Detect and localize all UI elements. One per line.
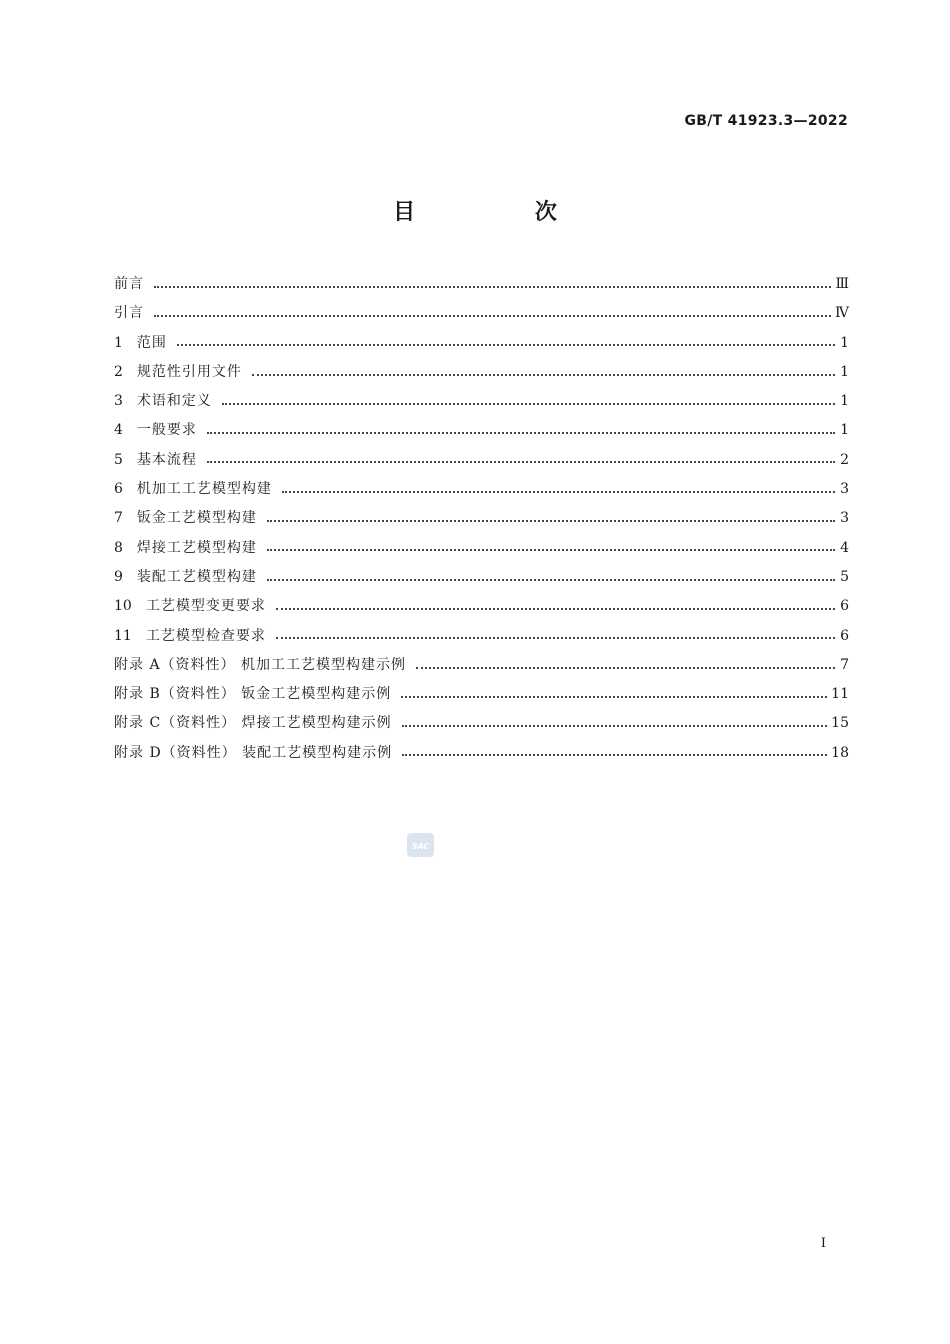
- toc-entry-page: 15: [831, 715, 849, 732]
- toc-entry-text: 附录 B（资料性） 钣金工艺模型构建示例: [114, 686, 392, 703]
- toc-entry-page: 2: [840, 451, 849, 468]
- toc-entry-page: 1: [840, 393, 849, 410]
- toc-entry-text: 前言: [114, 276, 144, 292]
- toc-entry-label: [114, 592, 266, 621]
- toc-entry-page: 7: [840, 656, 849, 673]
- toc-entry-text: 工艺模型变更要求: [145, 598, 266, 615]
- toc-entry-text: 范围: [136, 334, 167, 351]
- toc-entry-number: 4: [114, 422, 123, 439]
- toc-leader-dots: [154, 315, 831, 317]
- toc-entry-label: [114, 270, 144, 299]
- toc-title: 目 次: [393, 200, 613, 225]
- toc-entry-text: 引言: [114, 305, 144, 322]
- toc-entry-label: [114, 329, 167, 358]
- toc-entry[interactable]: [114, 299, 849, 328]
- toc-entry-text: 工艺模型检查要求: [145, 627, 266, 644]
- toc-entry-label: [114, 358, 242, 387]
- toc-entry-page: 4: [840, 539, 849, 556]
- toc-entry-label: [114, 651, 406, 680]
- toc-entry-page: 6: [840, 598, 849, 615]
- toc-leader-dots: [402, 725, 828, 727]
- table-of-contents: [114, 270, 849, 768]
- toc-entry-label: [114, 680, 391, 709]
- toc-leader-dots: [154, 286, 831, 288]
- toc-entry-text: 装配工艺模型构建: [136, 568, 257, 585]
- toc-entry-label: [114, 475, 272, 504]
- toc-entry-label: [114, 622, 266, 651]
- toc-leader-dots: [282, 491, 835, 493]
- toc-leader-dots: [252, 374, 835, 376]
- toc-entry-text: 一般要求: [136, 422, 197, 439]
- toc-entry-number: 8: [114, 539, 123, 556]
- toc-entry[interactable]: [114, 651, 849, 680]
- page-number: I: [820, 1236, 826, 1251]
- toc-entry[interactable]: [114, 592, 849, 621]
- toc-entry-number: 11: [114, 627, 132, 644]
- toc-entry-page: 18: [831, 744, 849, 761]
- toc-entry-page: 1: [840, 422, 849, 439]
- standard-number: GB/T 41923.3—2022: [684, 113, 848, 129]
- toc-entry[interactable]: [114, 563, 849, 592]
- toc-entry-number: 5: [114, 451, 123, 468]
- toc-entry-label: [114, 299, 144, 328]
- sac-logo-icon: [407, 833, 434, 857]
- toc-entry-number: 2: [114, 363, 123, 380]
- toc-entry[interactable]: [114, 358, 849, 387]
- toc-entry-page: 11: [831, 686, 849, 703]
- toc-leader-dots: [416, 667, 835, 669]
- toc-entry-text: 机加工工艺模型构建: [136, 481, 272, 498]
- toc-entry-page: Ⅳ: [835, 305, 849, 322]
- toc-entry-text: 钣金工艺模型构建: [136, 510, 257, 527]
- toc-entry-label: [114, 739, 392, 768]
- toc-entry-label: [114, 709, 392, 738]
- toc-entry[interactable]: [114, 446, 849, 475]
- toc-entry-number: 3: [114, 393, 123, 410]
- toc-leader-dots: [267, 520, 835, 522]
- toc-leader-dots: [276, 608, 835, 610]
- toc-entry[interactable]: [114, 739, 849, 768]
- toc-entry-page: 3: [840, 481, 849, 498]
- toc-entry-number: 7: [114, 510, 123, 527]
- toc-entry[interactable]: [114, 709, 849, 738]
- toc-entry-number: 10: [114, 598, 132, 615]
- toc-leader-dots: [267, 549, 835, 551]
- toc-entry-page: Ⅲ: [835, 276, 849, 292]
- toc-entry-text: 焊接工艺模型构建: [136, 539, 257, 556]
- toc-leader-dots: [207, 432, 835, 434]
- toc-entry-page: 6: [840, 627, 849, 644]
- toc-leader-dots: [402, 754, 827, 756]
- toc-entry-number: 1: [114, 334, 123, 351]
- toc-entry-text: 附录 D（资料性） 装配工艺模型构建示例: [114, 744, 393, 761]
- toc-entry-number: 6: [114, 481, 123, 498]
- toc-entry[interactable]: [114, 680, 849, 709]
- toc-entry[interactable]: [114, 504, 849, 533]
- toc-entry-number: 9: [114, 568, 123, 585]
- toc-entry[interactable]: [114, 475, 849, 504]
- toc-entry-label: [114, 446, 197, 475]
- toc-entry-text: 基本流程: [136, 451, 197, 468]
- toc-entry[interactable]: [114, 270, 849, 299]
- toc-entry-page: 1: [840, 363, 849, 380]
- toc-entry-text: 规范性引用文件: [136, 363, 242, 380]
- toc-leader-dots: [276, 637, 835, 639]
- toc-entry-label: [114, 534, 257, 563]
- toc-entry[interactable]: [114, 416, 849, 445]
- toc-entry[interactable]: [114, 534, 849, 563]
- toc-entry-label: [114, 504, 257, 533]
- toc-leader-dots: [222, 403, 835, 405]
- toc-entry-label: [114, 387, 212, 416]
- toc-leader-dots: [267, 579, 835, 581]
- toc-entry[interactable]: [114, 329, 849, 358]
- toc-leader-dots: [177, 344, 835, 346]
- toc-entry-label: [114, 416, 197, 445]
- toc-entry-page: 1: [840, 334, 849, 351]
- toc-entry[interactable]: [114, 387, 849, 416]
- toc-leader-dots: [401, 696, 827, 698]
- toc-entry-text: 术语和定义: [136, 393, 212, 410]
- toc-entry-text: 附录 A（资料性） 机加工工艺模型构建示例: [114, 656, 407, 673]
- toc-leader-dots: [207, 461, 835, 463]
- toc-entry-page: 3: [840, 510, 849, 527]
- toc-entry-label: [114, 563, 257, 592]
- toc-entry-page: 5: [840, 568, 849, 585]
- toc-entry[interactable]: [114, 622, 849, 651]
- watermark-text: SAC: [411, 842, 430, 851]
- toc-entry-text: 附录 C（资料性） 焊接工艺模型构建示例: [114, 715, 392, 732]
